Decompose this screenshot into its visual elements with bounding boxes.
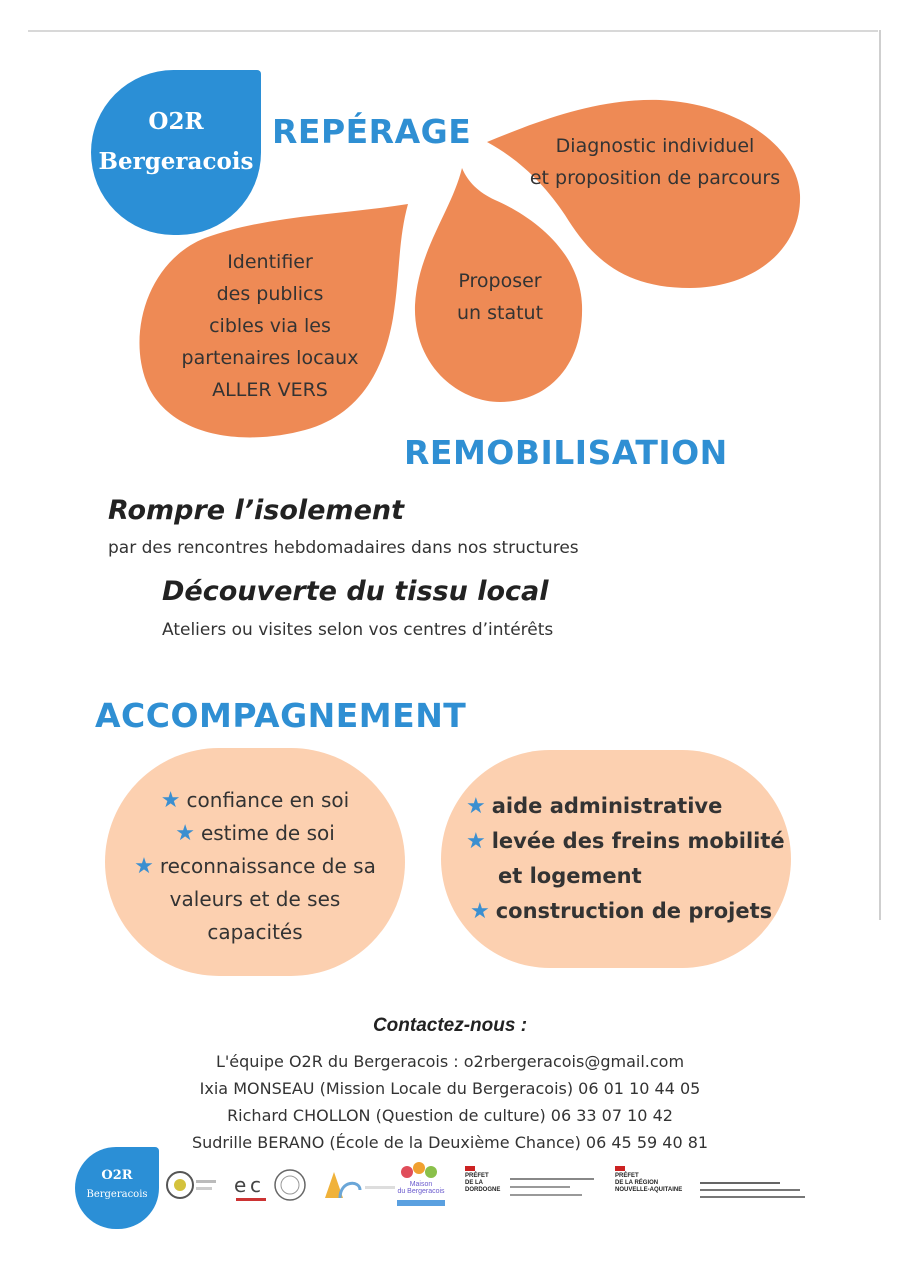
logo-line-1: O2R <box>148 108 204 135</box>
accomp-right-list <box>466 789 786 929</box>
prefet-line: DORDOGNE <box>465 1187 501 1193</box>
partner-logos-group <box>160 1160 400 1210</box>
svg-text:c: c <box>250 1173 261 1197</box>
drop-right-line: et proposition de parcours <box>529 167 781 189</box>
list-item <box>110 883 400 916</box>
maison-label-line: du Bergeracois <box>397 1188 445 1195</box>
list-item <box>466 824 786 859</box>
accomp-left-list <box>110 784 400 949</box>
list-item-text: capacités <box>207 920 303 944</box>
list-item-text: reconnaissance de sa <box>159 854 376 878</box>
remob-heading-1: Rompre l’isolement <box>108 495 405 526</box>
list-item <box>466 894 786 929</box>
maison-label-line: Maison <box>409 1181 433 1188</box>
contact-line-sudrille: Sudrille BERANO (École de la Deuxième Chance) 06 45 59 40 81 <box>191 1133 709 1152</box>
drop-left-line: Identifier <box>227 251 313 273</box>
prefet-region-line: PRÉFET <box>615 1173 639 1179</box>
prefet-region-logo <box>615 1166 682 1194</box>
list-item <box>466 859 786 894</box>
maison-label <box>395 1181 447 1195</box>
remob-text-1: par des rencontres hebdomadaires dans nos structures <box>108 538 579 558</box>
marianne-icon <box>465 1166 475 1171</box>
o2r-logo-small <box>75 1147 159 1229</box>
list-item <box>110 817 400 850</box>
star-icon: ★ <box>466 829 486 854</box>
partner-logo-seal <box>275 1170 305 1200</box>
prefet-line: DE LA <box>465 1180 483 1186</box>
list-item <box>110 916 400 949</box>
contact-title: Contactez-nous : <box>372 1015 528 1036</box>
remob-text-2: Ateliers ou visites selon vos centres d’intérêts <box>162 620 554 640</box>
list-item-text: construction de projets <box>495 899 773 923</box>
list-item-text: valeurs et de ses <box>169 887 341 911</box>
list-item-text: confiance en soi <box>186 788 350 812</box>
star-icon: ★ <box>466 794 486 819</box>
drop-left-text <box>150 246 390 406</box>
list-item-text: aide administrative <box>491 794 723 818</box>
marianne-icon <box>615 1166 625 1171</box>
star-icon: ★ <box>160 788 181 813</box>
logo-small-line-2: Bergeracois <box>86 1189 148 1200</box>
remob-heading-2: Découverte du tissu local <box>162 576 549 607</box>
prefet-line: PRÉFET <box>465 1173 489 1179</box>
list-item <box>466 789 786 824</box>
drop-right-line: Diagnostic individuel <box>555 135 755 157</box>
prefet-region-line: DE LA RÉGION <box>615 1180 659 1186</box>
drop-left-line: des publics <box>216 283 324 305</box>
list-item <box>110 784 400 817</box>
star-icon: ★ <box>134 854 154 879</box>
prefet-dordogne-text-block <box>510 1176 600 1202</box>
contact-line-richard: Richard CHOLLON (Question de culture) 06 33 07 10 42 <box>227 1106 673 1125</box>
accompagnement-title: ACCOMPAGNEMENT <box>95 696 467 735</box>
prefet-dordogne-logo <box>465 1166 500 1194</box>
list-item <box>110 850 400 883</box>
drop-right-text <box>505 130 805 194</box>
prefet-region-line: NOUVELLE-AQUITAINE <box>615 1187 683 1193</box>
drop-left-line: partenaires locaux <box>181 347 359 369</box>
reperage-title: REPÉRAGE <box>272 112 472 151</box>
drop-middle-line: Proposer <box>458 270 542 292</box>
contact-line-ixia: Ixia MONSEAU (Mission Locale du Bergeracois) 06 01 10 44 05 <box>199 1079 701 1098</box>
logo-line-2: Bergeracois <box>98 148 254 175</box>
star-icon: ★ <box>470 899 490 924</box>
reperage-drops <box>0 0 900 460</box>
drop-middle-line: un statut <box>456 302 544 324</box>
drop-left-line: ALLER VERS <box>212 379 328 401</box>
star-icon: ★ <box>175 821 195 846</box>
contact-line-team: L'équipe O2R du Bergeracois : o2rbergeracois@gmail.com <box>215 1052 685 1071</box>
drop-left-line: cibles via les <box>209 315 331 337</box>
remobilisation-title: REMOBILISATION <box>404 433 728 472</box>
list-item-text: levée des freins mobilité <box>491 829 785 853</box>
logo-small-line-1: O2R <box>101 1168 133 1183</box>
drop-middle-text <box>420 265 580 329</box>
list-item-text: et logement <box>498 864 642 888</box>
partner-logo-e2c: e <box>234 1173 247 1197</box>
dreets-text-block <box>700 1180 810 1202</box>
list-item-text: estime de soi <box>200 821 335 845</box>
